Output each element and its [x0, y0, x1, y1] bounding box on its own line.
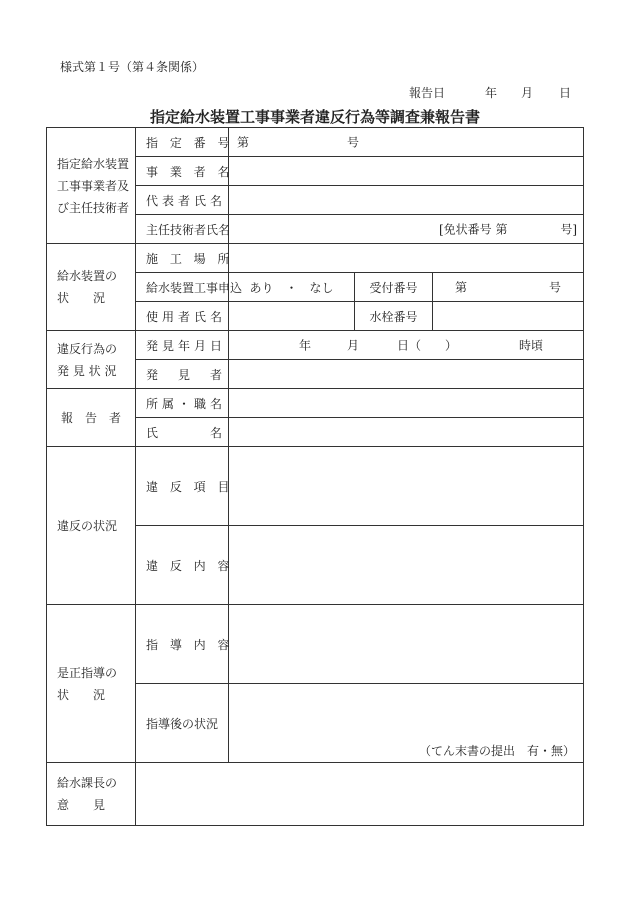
- site-field[interactable]: [229, 244, 584, 273]
- form-number: 様式第１号（第４条関係）: [60, 60, 205, 74]
- report-date-year: 年: [485, 86, 498, 100]
- reporter-heading: 報 告 者: [47, 389, 136, 447]
- reporter-name-field[interactable]: [229, 418, 584, 447]
- opinion-heading: 給水課長の 意 見: [47, 763, 136, 826]
- violation-status-heading: 違反の状況: [47, 447, 136, 605]
- violation-items-field[interactable]: [229, 447, 584, 526]
- affiliation-field[interactable]: [229, 389, 584, 418]
- discoverer-field[interactable]: [229, 360, 584, 389]
- report-date-label: 報告日: [409, 86, 446, 100]
- reporter-name-label: 氏 名: [136, 418, 229, 447]
- business-name-label: 事 業 者 名: [136, 157, 229, 186]
- discoverer-label: 発 見 者: [136, 360, 229, 389]
- installation-heading: 給水装置の 状 況: [47, 244, 136, 331]
- hydrant-number-field[interactable]: [433, 302, 584, 331]
- report-date-day: 日: [559, 86, 572, 100]
- statement-submission-note: （てん末書の提出 有・無）: [419, 744, 576, 758]
- guidance-label: 指 導 内 容: [136, 605, 229, 684]
- report-form-table: [46, 127, 584, 826]
- page-title: 指定給水装置工事事業者違反行為等調査兼報告書: [149, 108, 480, 126]
- violation-details-label: 違 反 内 容: [136, 526, 229, 605]
- application-choice[interactable]: あり ・ なし: [229, 273, 355, 302]
- violation-items-label: 違 反 項 目: [136, 447, 229, 526]
- business-name-field[interactable]: [229, 157, 584, 186]
- receipt-number-label: 受付番号: [355, 273, 433, 302]
- site-label: 施 工 場 所: [136, 244, 229, 273]
- designation-number-label: 指 定 番 号: [136, 128, 229, 157]
- receipt-number-field[interactable]: 第 号: [433, 273, 584, 302]
- chief-engineer-label: 主任技術者氏名: [136, 215, 229, 244]
- hydrant-number-label: 水栓番号: [355, 302, 433, 331]
- report-date-month: 月: [521, 86, 534, 100]
- correction-heading: 是正指導の 状 況: [47, 605, 136, 763]
- after-guidance-label: 指導後の状況: [136, 684, 229, 763]
- violation-discovery-heading: 違反行為の 発 見 状 況: [47, 331, 136, 389]
- chief-engineer-field[interactable]: [免状番号 第 号]: [229, 215, 584, 244]
- guidance-field[interactable]: [229, 605, 584, 684]
- user-field[interactable]: [229, 302, 355, 331]
- application-label: 給水装置工事申込: [136, 273, 229, 302]
- designation-number-field[interactable]: 第 号: [229, 128, 584, 157]
- representative-label: 代表者氏名: [136, 186, 229, 215]
- user-label: 使用者氏名: [136, 302, 229, 331]
- discovery-date-field[interactable]: 年 月 日（ ） 時頃: [229, 331, 584, 360]
- affiliation-label: 所属・職名: [136, 389, 229, 418]
- violation-details-field[interactable]: [229, 526, 584, 605]
- contractor-heading: 指定給水装置 工事事業者及 び主任技術者: [47, 128, 136, 244]
- representative-field[interactable]: [229, 186, 584, 215]
- discovery-date-label: 発見年月日: [136, 331, 229, 360]
- opinion-field[interactable]: [136, 763, 584, 826]
- after-guidance-field[interactable]: [229, 684, 584, 763]
